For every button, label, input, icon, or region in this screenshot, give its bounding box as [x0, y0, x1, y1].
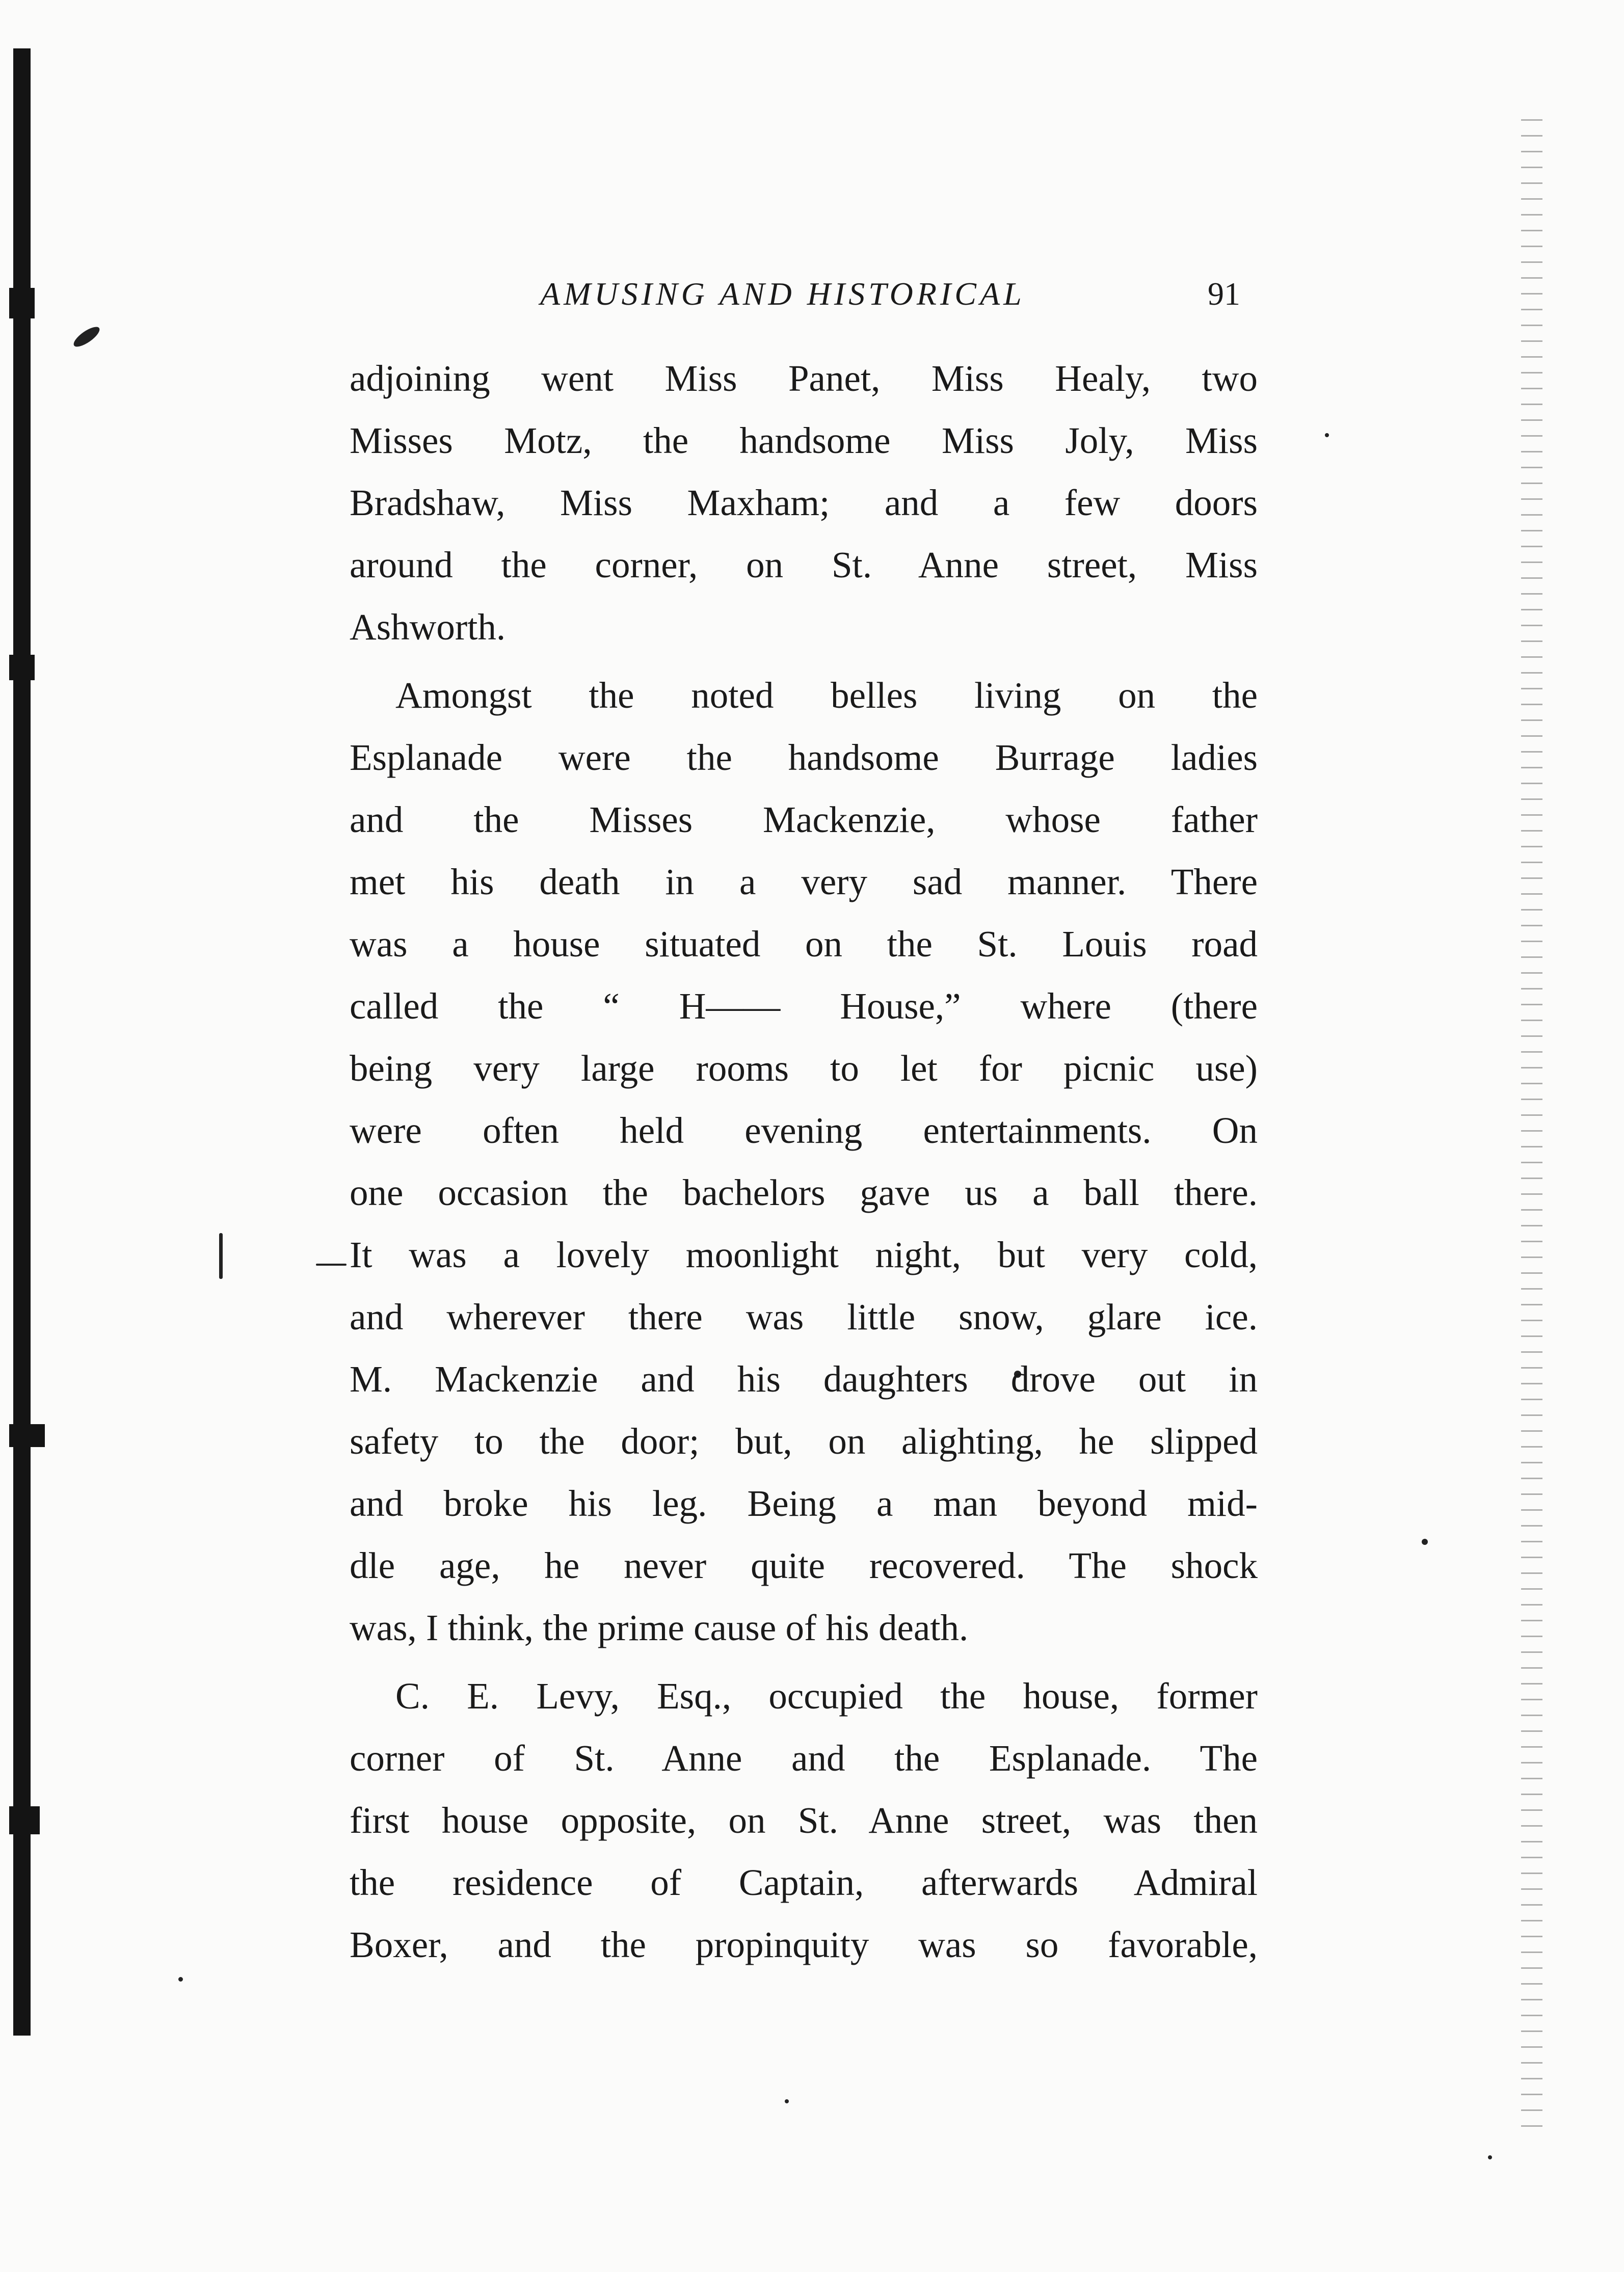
text-line: adjoining went Miss Panet, Miss Healy, two: [350, 358, 1258, 399]
text-line: was a house situated on the St. Louis road: [350, 923, 1258, 965]
text-line: one occasion the bachelors gave us a ball there.: [350, 1172, 1258, 1213]
text-line: dle age, he never quite recovered. The shock: [350, 1545, 1258, 1586]
ink-blot: [71, 324, 102, 350]
left-binding-shadow: [13, 48, 31, 2036]
binding-notch: [9, 655, 35, 680]
text-line: and broke his leg. Being a man beyond mid-: [350, 1483, 1258, 1524]
text-line: It was a lovely moonlight night, but very cold,: [350, 1234, 1258, 1275]
text-line: Ashworth.: [350, 606, 506, 648]
binding-notch: [9, 1806, 40, 1834]
text-line: safety to the door; but, on alighting, he slipped: [350, 1421, 1258, 1462]
speck: [1488, 2155, 1492, 2159]
text-line: first house opposite, on St. Anne street, was then: [350, 1800, 1258, 1841]
binding-notch: [9, 288, 35, 318]
speck: [1325, 433, 1329, 437]
text-line: and wherever there was little snow, glare ice.: [350, 1296, 1258, 1338]
text-line: Bradshaw, Miss Maxham; and a few doors: [350, 482, 1258, 523]
speck: [178, 1977, 183, 1982]
text-line: Amongst the noted belles living on the: [395, 675, 1258, 716]
text-line: were often held evening entertainments. On: [350, 1110, 1258, 1151]
binding-notch: [9, 1424, 45, 1447]
text-line: around the corner, on St. Anne street, Miss: [350, 544, 1258, 585]
text-line: Esplanade were the handsome Burrage ladies: [350, 737, 1258, 778]
running-head: AMUSING AND HISTORICAL: [540, 276, 1025, 312]
paragraph: [350, 664, 1258, 1659]
ink-mark: [219, 1233, 223, 1279]
paragraph: [350, 1665, 1258, 1976]
ink-mark: [316, 1264, 347, 1266]
text-line: corner of St. Anne and the Esplanade. The: [350, 1738, 1258, 1779]
text-line: C. E. Levy, Esq., occupied the house, former: [395, 1675, 1258, 1717]
speck: [1422, 1539, 1428, 1545]
text-line: Boxer, and the propinquity was so favorable,: [350, 1924, 1258, 1965]
speck: [785, 2099, 789, 2103]
text-line: and the Misses Mackenzie, whose father: [350, 799, 1258, 840]
text-line: met his death in a very sad manner. There: [350, 861, 1258, 902]
right-edge-scan-noise: [1521, 112, 1542, 2140]
paragraph: [350, 348, 1258, 658]
text-line: Misses Motz, the handsome Miss Joly, Miss: [350, 420, 1258, 461]
page-header: [540, 275, 1274, 321]
text-line: M. Mackenzie and his daughters drove out in: [350, 1358, 1258, 1400]
text-line: being very large rooms to let for picnic use): [350, 1048, 1258, 1089]
text-line: the residence of Captain, afterwards Admiral: [350, 1862, 1258, 1903]
text-line: was, I think, the prime cause of his death.: [350, 1607, 969, 1648]
text-line: called the “ H—— House,” where (there: [350, 985, 1258, 1027]
page-number: 91: [1208, 276, 1240, 312]
body-text: [350, 348, 1258, 1976]
